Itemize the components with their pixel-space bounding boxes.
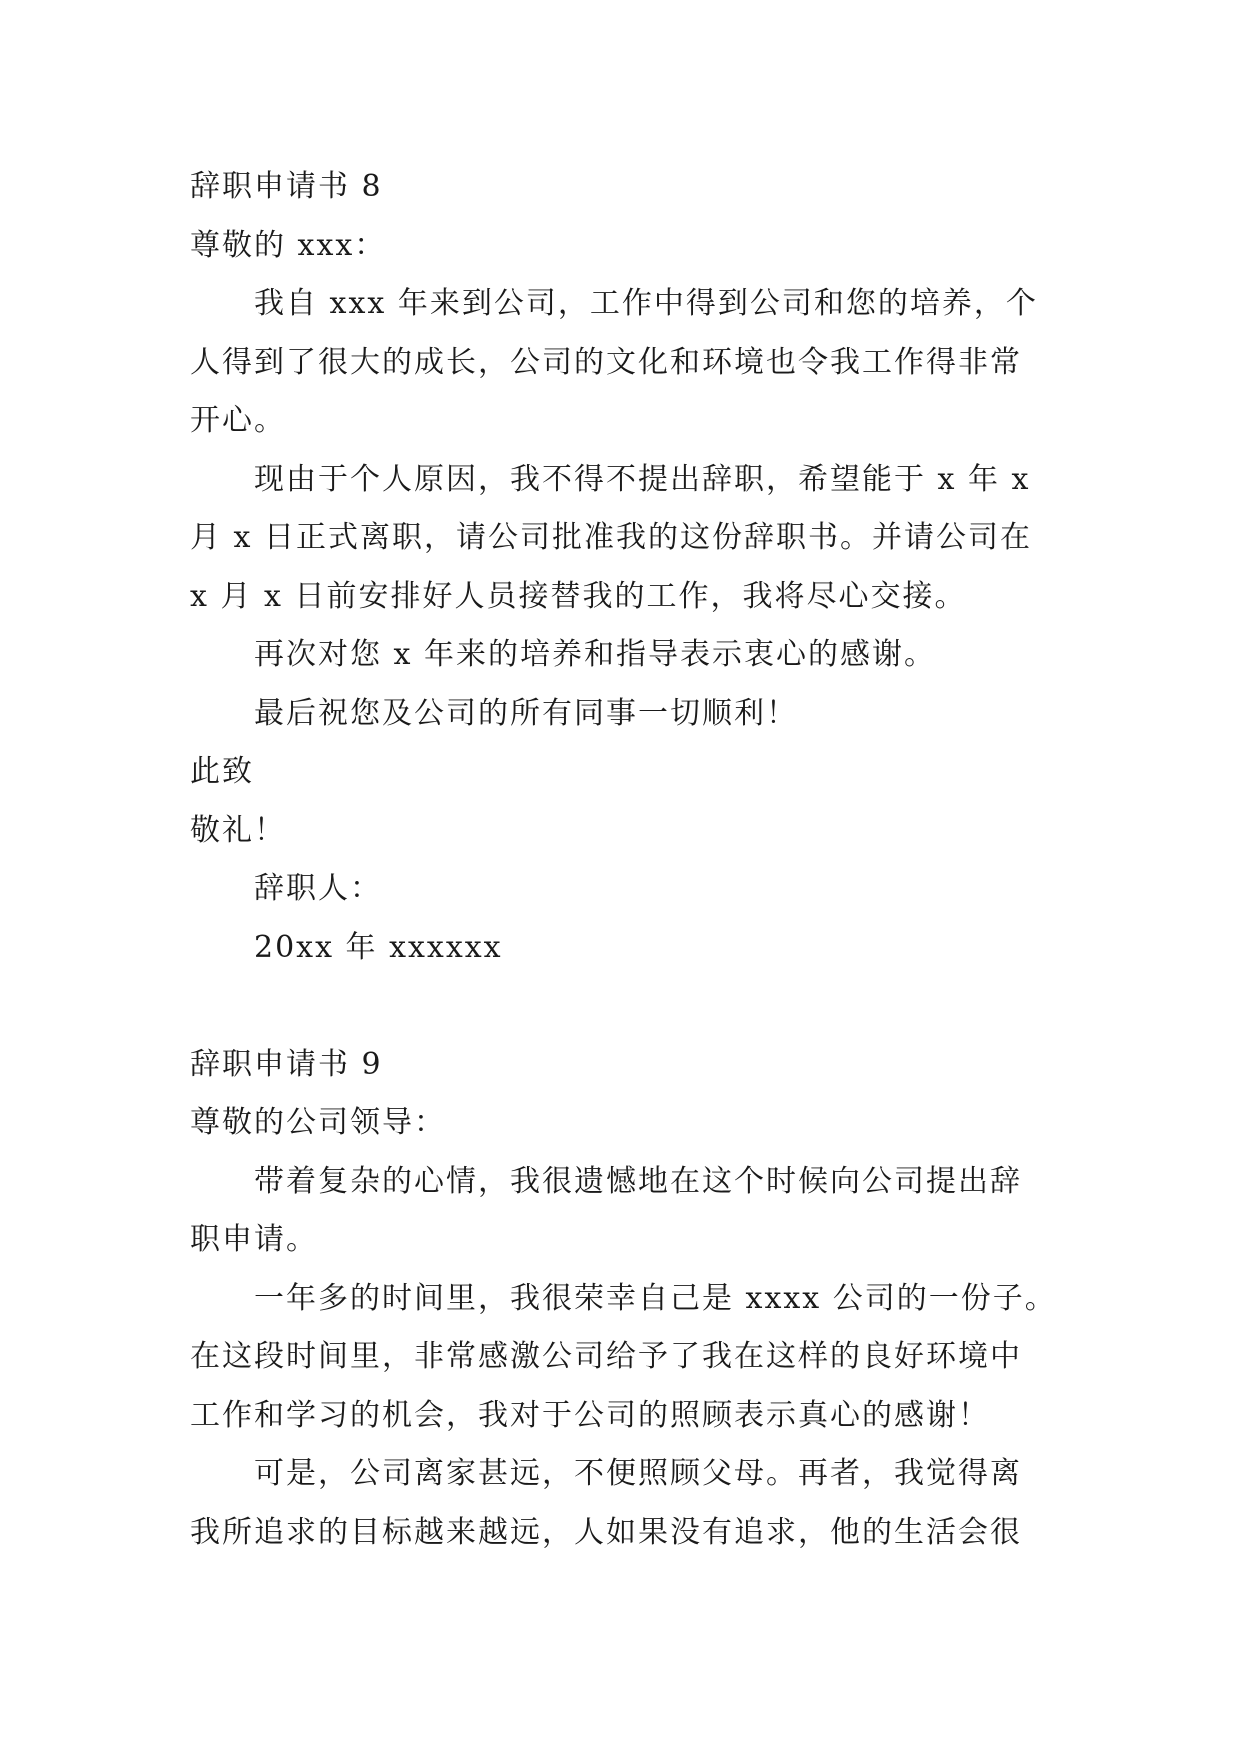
paragraph-line: 工作和学习的机会，我对于公司的照顾表示真心的感谢！ [190, 1397, 990, 1433]
paragraph-line: 人得到了很大的成长，公司的文化和环境也令我工作得非常 [190, 344, 1022, 380]
paragraph-line: 我所追求的目标越来越远，人如果没有追求，他的生活会很 [190, 1514, 1022, 1550]
paragraph-line: x 月 x 日前安排好人员接替我的工作，我将尽心交接。 [190, 578, 967, 614]
letter-title: 辞职申请书 9 [190, 1046, 383, 1082]
section-gap [190, 977, 1070, 1036]
document-body [190, 158, 1070, 1562]
paragraph [190, 685, 1070, 744]
paragraph [190, 1153, 1070, 1270]
paragraph-line: 带着复杂的心情，我很遗憾地在这个时候向公司提出辞 [254, 1163, 1022, 1199]
closing-line: 敬礼！ [190, 812, 286, 848]
paragraph-line: 开心。 [190, 403, 286, 438]
paragraph [190, 1445, 1070, 1562]
paragraph [190, 451, 1070, 627]
paragraph-line: 月 x 日正式离职，请公司批准我的这份辞职书。并请公司在 [190, 520, 1032, 555]
paragraph-line: 再次对您 x 年来的培养和指导表示衷心的感谢。 [254, 637, 936, 672]
signature-date: 20xx 年 xxxxxx [254, 929, 503, 965]
signer-label: 辞职人： [254, 871, 382, 906]
salutation: 尊敬的 xxx： [190, 227, 387, 263]
paragraph [190, 626, 1070, 685]
salutation: 尊敬的公司领导： [190, 1105, 446, 1140]
paragraph-line: 可是，公司离家甚远，不便照顾父母。再者，我觉得离 [254, 1456, 1022, 1491]
paragraph [190, 1270, 1070, 1446]
paragraph-line: 一年多的时间里，我很荣幸自己是 xxxx 公司的一份子。 [254, 1280, 1057, 1316]
letter-title: 辞职申请书 8 [190, 169, 383, 204]
paragraph-line: 我自 xxx 年来到公司，工作中得到公司和您的培养，个 [254, 286, 1038, 321]
paragraph [190, 275, 1070, 451]
paragraph-line: 在这段时间里，非常感激公司给予了我在这样的良好环境中 [190, 1339, 1022, 1374]
paragraph-line: 职申请。 [190, 1222, 318, 1257]
paragraph-line: 现由于个人原因，我不得不提出辞职，希望能于 x 年 x [254, 461, 1031, 497]
paragraph-line: 最后祝您及公司的所有同事一切顺利！ [254, 695, 798, 731]
closing-line: 此致 [190, 754, 254, 789]
